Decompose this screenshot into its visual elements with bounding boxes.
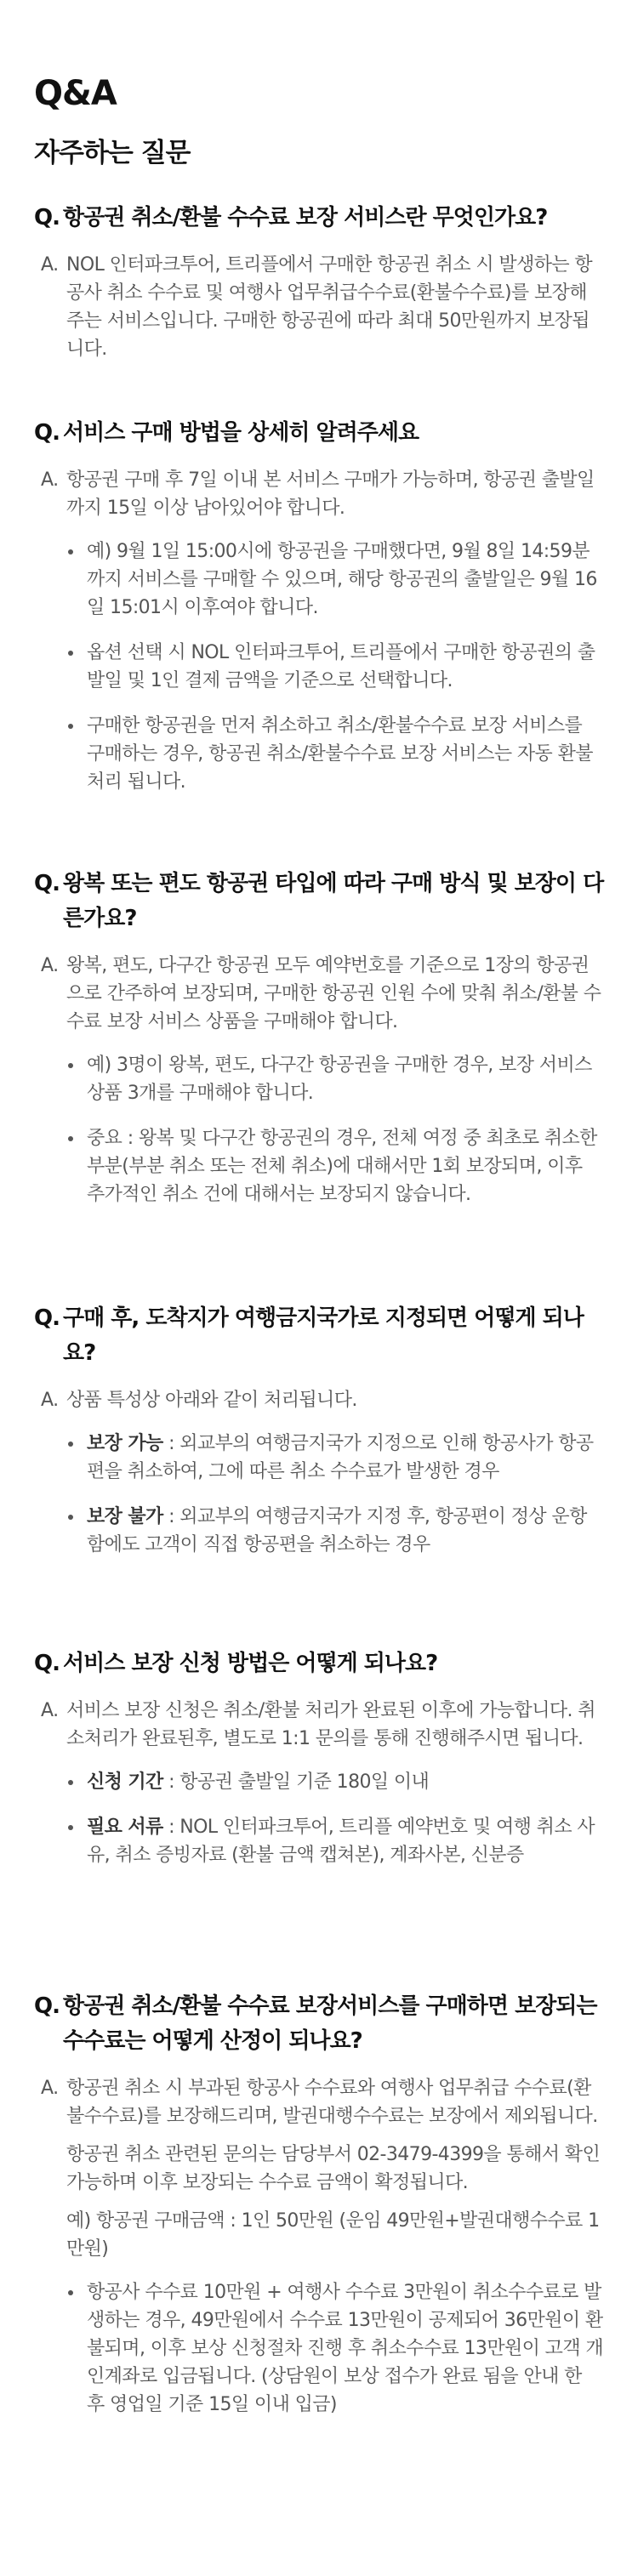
bullet-label: 보장 가능 [87,1433,163,1454]
faq-item [34,1646,604,1886]
bullet-text: : 외교부의 여행금지국가 지정 후, 항공편이 정상 운항함에도 고객이 직접 항공편을 취소하는 경우 [87,1506,587,1555]
bullet-label: 신청 기간 [87,1771,163,1793]
page-subtitle: 자주하는 질문 [34,138,191,168]
question-prefix: Q. [34,420,60,446]
bullet-item [87,1051,604,1107]
bullet-text: 중요 : 왕복 및 다구간 항공권의 경우, 전체 여정 중 최초로 취소한 부분(부분 취소 또는 전체 취소)에 대해서만 1회 보장되며, 이후 추가적인 취소 건에 대해서는 보장되지 않습니다. [87,1128,597,1205]
faq-answer [34,1697,604,1869]
question-text: 왕복 또는 편도 항공권 타입에 따라 구매 방식 및 보장이 다른가요? [63,871,604,931]
bullet-item [87,537,604,622]
answer-prefix: A. [41,1390,59,1411]
bullet-label: 보장 불가 [87,1506,163,1527]
question-prefix: Q. [34,871,60,896]
faq-item [34,1301,604,1576]
answer-text: 항공권 구매 후 7일 이내 본 서비스 구매가 가능하며, 항공권 출발일까지 15일 이상 남아있어야 합니다. [66,469,595,519]
faq-question [34,1989,604,2059]
question-prefix: Q. [34,1993,60,2019]
faq-answer [34,2074,604,2419]
answer-text: 항공권 취소 시 부과된 항공사 수수료와 여행사 업무취급 수수료(환불수수료)를 보장해드리며, 발권대행수수료는 보장에서 제외됩니다. [66,2078,598,2127]
faq-item [34,867,604,1225]
question-prefix: Q. [34,1651,60,1676]
question-prefix: Q. [34,205,60,230]
bullet-text: 구매한 항공권을 먼저 취소하고 취소/환불수수료 보장 서비스를 구매하는 경우, 항공권 취소/환불수수료 보장 서비스는 자동 환불처리 됩니다. [87,715,593,793]
faq-item [34,201,604,363]
question-text: 항공권 취소/환불 수수료 보장서비스를 구매하면 보장되는 수수료는 어떻게 산정이 되나요? [63,1993,597,2054]
page-title: Q&A [34,74,117,113]
faq-answer [34,466,604,796]
answer-prefix: A. [41,469,59,491]
bullet-item [87,639,604,695]
bullet-text: 옵션 선택 시 NOL 인터파크투어, 트리플에서 구매한 항공권의 출발일 및 1인 결제 금액을 기준으로 선택합니다. [87,642,595,691]
faq-answer [34,1386,604,1559]
answer-bullet-list [37,537,604,796]
answer-text: NOL 인터파크투어, 트리플에서 구매한 항공권 취소 시 발생하는 항공사 취소 수수료 및 여행사 업무취급수수료(환불수수료)를 보장해주는 서비스입니다. 구매한 항공권에 따라 최대 50만원까지 보장됩니다. [66,254,593,360]
bullet-item [87,1768,604,1796]
question-text: 항공권 취소/환불 수수료 보장 서비스란 무엇인가요? [63,205,548,230]
bullet-item [87,1503,604,1559]
faq-question [34,201,604,236]
answer-text: 왕복, 편도, 다구간 항공권 모두 예약번호를 기준으로 1장의 항공권으로 간주하여 보장되며, 구매한 항공권 인원 수에 맞춰 취소/환불 수수료 보장 서비스 상품을 구매해야 합니다. [66,955,601,1032]
bullet-item [87,1124,604,1208]
question-text: 서비스 보장 신청 방법은 어떻게 되나요? [63,1651,438,1676]
bullet-text: : 외교부의 여행금지국가 지정으로 인해 항공사가 항공편을 취소하여, 그에 따른 취소 수수료가 발생한 경우 [87,1433,594,1482]
bullet-text: 항공사 수수료 10만원 + 여행사 수수료 3만원이 취소수수료로 발생하는 경우, 49만원에서 수수료 13만원이 공제되어 36만원이 환불되며, 이후 보상 신청절차 진행 후 취소수수료 13만원이 고객 개인계좌로 입금됩니다. (상담원이 보상 접수가 완료 됨을 안내 한 후 영업일 기준 15일 이내 입금) [87,2282,604,2415]
bullet-text: 예) 9월 1일 15:00시에 항공권을 구매했다면, 9월 8일 14:59분까지 서비스를 구매할 수 있으며, 해당 항공권의 출발일은 9월 16일 15:01시 이후여야 합니다. [87,541,597,618]
question-text: 구매 후, 도착지가 여행금지국가로 지정되면 어떻게 되나요? [63,1305,584,1366]
answer-text: 서비스 보장 신청은 취소/환불 처리가 완료된 이후에 가능합니다. 취소처리가 완료된후, 별도로 1:1 문의를 통해 진행해주시면 됩니다. [66,1700,595,1749]
answer-bullet-list [37,1768,604,1869]
answer-text: 예) 항공권 구매금액 : 1인 50만원 (운임 49만원+발권대행수수료 1만원) [66,2210,600,2260]
answer-bullet-list [37,1430,604,1559]
faq-question [34,1301,604,1371]
bullet-item [87,1813,604,1869]
question-prefix: Q. [34,1305,60,1331]
answer-prefix: A. [41,955,59,976]
answer-bullet-list [37,1051,604,1208]
bullet-label: 필요 서류 [87,1817,163,1838]
answer-text: 항공권 취소 관련된 문의는 담당부서 02-3479-4399을 통해서 확인 가능하며 이후 보장되는 수수료 금액이 확정됩니다. [66,2144,601,2193]
faq-question [34,867,604,936]
answer-prefix: A. [41,1700,59,1721]
faq-answer [34,952,604,1208]
faq-question [34,416,604,451]
bullet-item [87,1430,604,1486]
bullet-text: : NOL 인터파크투어, 트리플 예약번호 및 여행 취소 사유, 취소 증빙자료 (환불 금액 캡쳐본), 계좌사본, 신분증 [87,1817,595,1866]
answer-prefix: A. [41,254,59,276]
bullet-item [87,2278,604,2419]
answer-text: 상품 특성상 아래와 같이 처리됩니다. [66,1390,357,1411]
question-text: 서비스 구매 방법을 상세히 알려주세요 [63,420,419,446]
faq-question [34,1646,604,1681]
bullet-item [87,712,604,796]
answer-bullet-list [37,2278,604,2419]
answer-prefix: A. [41,2078,59,2099]
bullet-text: : 항공권 출발일 기준 180일 이내 [162,1771,430,1793]
bullet-text: 예) 3명이 왕복, 편도, 다구간 항공권을 구매한 경우, 보장 서비스 상품 3개를 구매해야 합니다. [87,1055,592,1104]
faq-item [34,1989,604,2436]
faq-item [34,416,604,813]
faq-answer [34,251,604,363]
